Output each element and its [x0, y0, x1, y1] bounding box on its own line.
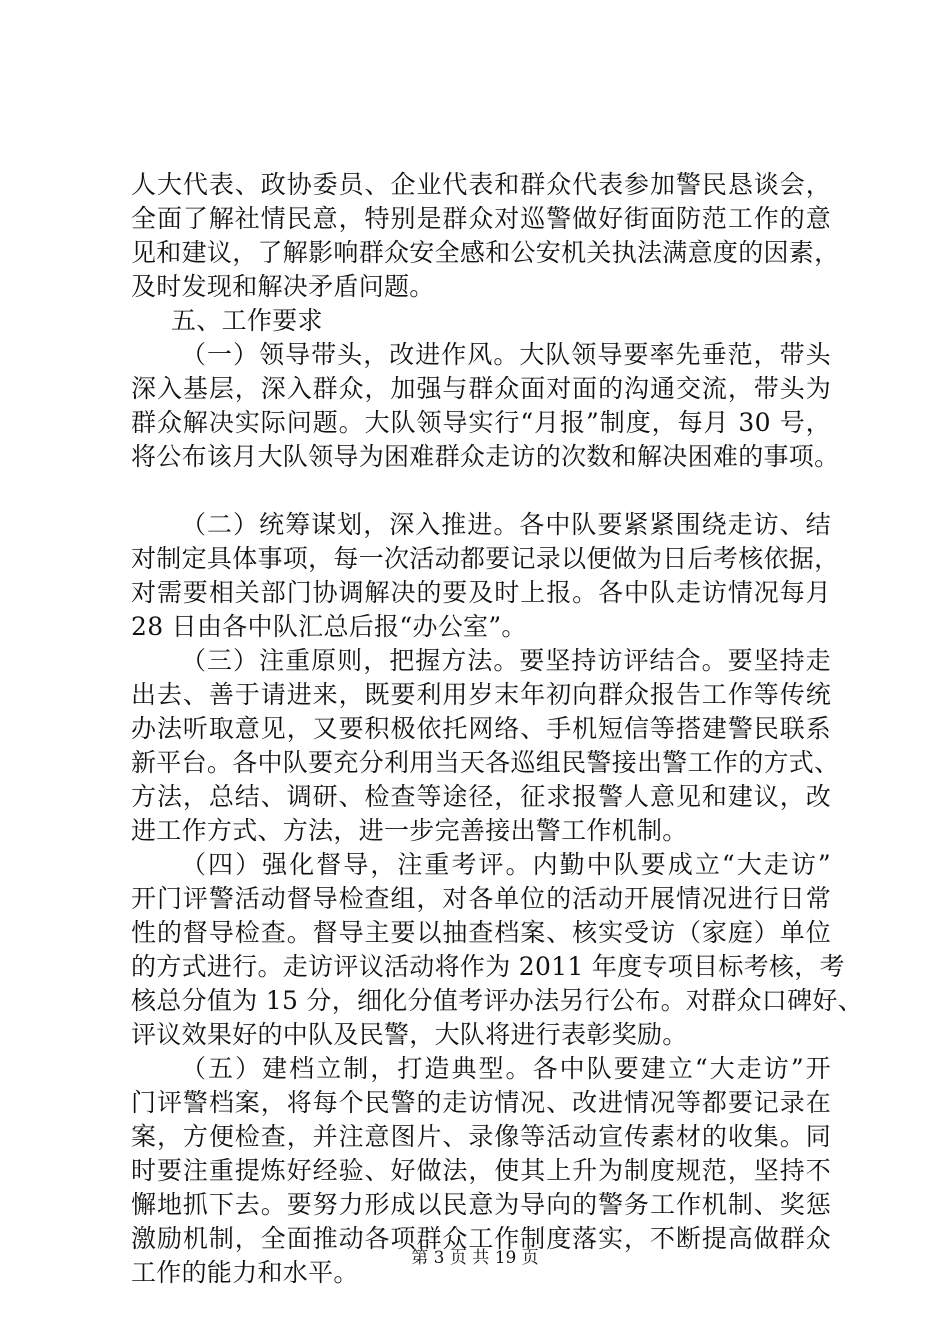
text-line: 人大代表、政协委员、企业代表和群众代表参加警民恳谈会， — [131, 170, 831, 199]
paragraph-first-line: （四）强化督导，注重考评。内勤中队要成立“大走访” — [181, 850, 831, 879]
paragraph-first-line: （二）统筹谋划，深入推进。各中队要紧紧围绕走访、结 — [181, 510, 831, 539]
text-line: 的方式进行。走访评议活动将作为 2011 年度专项目标考核，考 — [131, 952, 845, 981]
text-line: 工作的能力和水平。 — [131, 1258, 359, 1287]
document-body — [131, 168, 864, 1290]
text-line: 见和建议，了解影响群众安全感和公安机关执法满意度的因素， — [131, 238, 840, 267]
paragraph-first-line: （一）领导带头，改进作风。大队领导要率先垂范，带头 — [181, 340, 831, 369]
text-line: 懈地抓下去。要努力形成以民意为导向的警务工作机制、奖惩 — [131, 1190, 831, 1219]
section-heading: 五、工作要求 — [171, 306, 323, 335]
paragraph-gap — [131, 474, 831, 508]
text-line: 出去、善于请进来，既要利用岁末年初向群众报告工作等传统 — [131, 680, 831, 709]
text-line: 时要注重提炼好经验、好做法，使其上升为制度规范，坚持不 — [131, 1156, 831, 1185]
page-number-footer: 第 3 页 共 19 页 — [411, 1248, 539, 1268]
text-line: 评议效果好的中队及民警，大队将进行表彰奖励。 — [131, 1020, 688, 1049]
text-line: 办法听取意见，又要积极依托网络、手机短信等搭建警民联系 — [131, 714, 831, 743]
text-line: 核总分值为 15 分，细化分值考评办法另行公布。对群众口碑好、 — [131, 986, 864, 1015]
text-line: 对制定具体事项，每一次活动都要记录以便做为日后考核依据， — [131, 544, 840, 573]
paragraph-first-line: （三）注重原则，把握方法。要坚持访评结合。要坚持走 — [181, 646, 831, 675]
text-line: 开门评警活动督导检查组，对各单位的活动开展情况进行日常 — [131, 884, 831, 913]
text-line: 案，方便检查，并注意图片、录像等活动宣传素材的收集。同 — [131, 1122, 831, 1151]
text-line: 全面了解社情民意，特别是群众对巡警做好街面防范工作的意 — [131, 204, 831, 233]
text-line: 对需要相关部门协调解决的要及时上报。各中队走访情况每月 — [131, 578, 831, 607]
text-line: 深入基层，深入群众，加强与群众面对面的沟通交流，带头为 — [131, 374, 831, 403]
text-line: 门评警档案，将每个民警的走访情况、改进情况等都要记录在 — [131, 1088, 831, 1117]
text-line: 激励机制，全面推动各项群众工作制度落实，不断提高做群众 — [131, 1224, 831, 1253]
text-line: 及时发现和解决矛盾问题。 — [131, 272, 435, 301]
text-line: 进工作方式、方法，进一步完善接出警工作机制。 — [131, 816, 688, 845]
text-line: 群众解决实际问题。大队领导实行“月报”制度，每月 30 号， — [131, 408, 831, 437]
text-line: 新平台。各中队要充分利用当天各巡组民警接出警工作的方式、 — [131, 748, 840, 777]
paragraph-first-line: （五）建档立制，打造典型。各中队要建立“大走访”开 — [181, 1054, 831, 1083]
text-line: 性的督导检查。督导主要以抽查档案、核实受访（家庭）单位 — [131, 918, 831, 947]
text-line: 28 日由各中队汇总后报“办公室”。 — [131, 612, 527, 641]
text-line: 将公布该月大队领导为困难群众走访的次数和解决困难的事项。 — [131, 442, 840, 471]
text-line: 方法，总结、调研、检查等途径，征求报警人意见和建议，改 — [131, 782, 831, 811]
